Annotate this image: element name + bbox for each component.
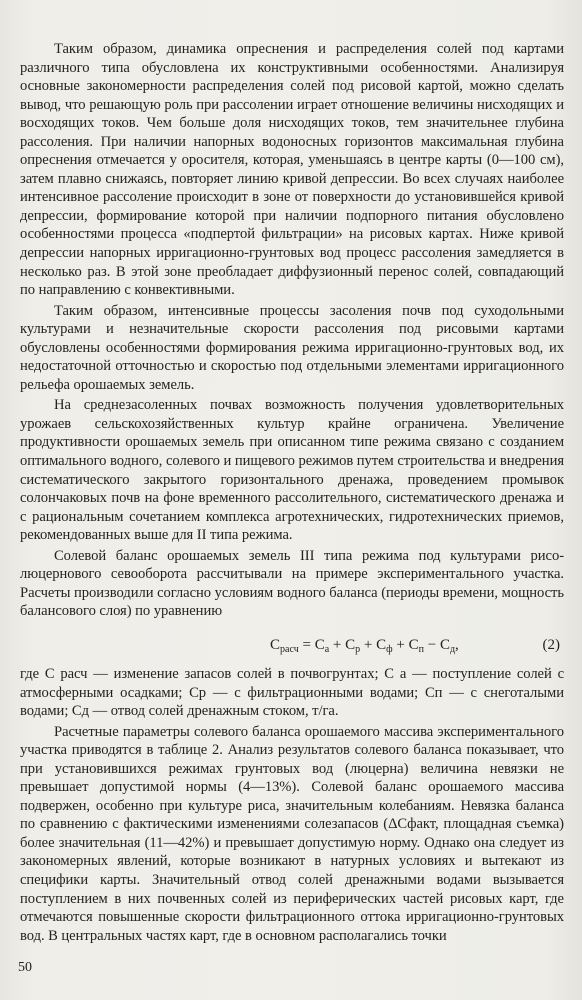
formula-legend: где С расч — изменение запасов солей в почвогрунтах; С а — поступление солей с атмосферными осадками; Ср — с фильтрационными водами; Сп — с снеготалыми водами; Сд — отвод солей дренажным стоком, т/га.	[20, 665, 564, 720]
paragraph-1: Таким образом, динамика опреснения и распределения солей под картами различного типа обусловлена их конструктивными особенностями. Анализируя основные закономерности распределения солей под рисовой картой, можно сделать вывод, что решающую роль при рассолении играет отношение величины нисходящих и восходящих токов. Чем больше доля нисходящих токов, тем значительнее глубина рассоления. При наличии напорных водоносных горизонтов максимальная глубина опреснения отмечается у оросителя, которая, уменьшаясь в центре карты (0—100 см), затем плавно снижаясь, повторяет линию кривой депрессии. Во всех случаях наиболее интенсивное рассоление происходит в зоне от поверхности до установившейся кривой депрессии, формирование которой при наличии подпорного питания обусловлено особенностями процесса «подпертой фильтрации» на рисовых картах. Ниже кривой депрессии напорных ирригационно-грунтовых вод процесс рассоления замедляется в несколько раз. В этой зоне преобладает диффузионный перенос солей, совпадающий по направлению с конвективными.	[20, 41, 564, 299]
salt-balance-formula: $С_{расч} = С_а + С_р + С_ф + С_п - С_д$,	[270, 636, 459, 655]
page-number: 50	[18, 960, 32, 975]
paragraph-4: Солевой баланс орошаемых земель III типа режима под культурами рисо-люцернового севооборота рассчитывали на примере экспериментального участка. Расчеты производили согласно условиям водного баланса (периоды времени, мощность балансового слоя) по уравнению	[20, 547, 564, 620]
equation-2	[20, 627, 564, 665]
body-text	[20, 40, 564, 945]
paragraph-5: Расчетные параметры солевого баланса орошаемого массива экспериментального участка приводятся в таблице 2. Анализ результатов солевого баланса показывает, что при установившихся режимах грунтовых вод (люцерна) величина невязки не превышает допустимой нормы (4—13%). Солевой баланс орошаемого массива подвержен, особенно при культуре риса, значительным колебаниям. Невязка баланса по сравнению с фактическими изменениями солезапасов (ΔСфакт, площадная съемка) более значительная (11—42%) и превышает допустимую норму. Однако она следует из закономерных явлений, которые возникают в натурных условиях и вытекают из специфики карты. Значительный отвод солей дренажными водами вызывается поступлением в них почвенных солей из периферических частей рисовых карт, где отмечаются повышенные скорости фильтрационного оттока ирригационно-грунтовых вод. В центральных частях карт, где в основном располагались точки	[20, 723, 564, 944]
paragraph-2: Таким образом, интенсивные процессы засоления почв под суходольными культурами и незначительные скорости рассоления под рисовыми картами обусловлены особенностями формирования режима ирригационно-грунтовых вод, их недостаточной отточностью и скоростью под отдельными элементами ирригационного рельефа орошаемых земель.	[20, 302, 564, 393]
paragraph-3: На среднезасоленных почвах возможность получения удовлетворительных урожаев сельскохозяйственных культур крайне ограничена. Увеличение продуктивности орошаемых земель при описанном типе режима связано с созданием оптимального водного, солевого и пищевого режимов путем строительства и внедрения систематического закрытого горизонтального дренажа, проведением промывок солончаковых почв на фоне временного рассолительного, систематического дренажа и с рациональным сочетанием комплекса агротехнических, гидротехнических приемов, рекомендованных выше для II типа режима.	[20, 397, 564, 544]
equation-number: (2)	[542, 636, 560, 653]
